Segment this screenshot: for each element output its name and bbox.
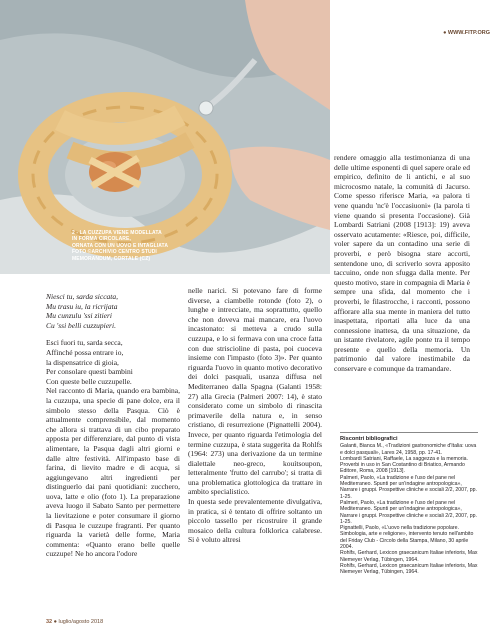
caption-line: IN FORMA CIRCOLARE, <box>72 236 131 243</box>
site-url-link[interactable]: ● WWW.FITP.ORG <box>443 30 490 36</box>
body-paragraph: rendere omaggio alla testimonianza di una delle ultime esponenti di quel sapere orale ed empirico, definito de li antichi, e al suo microcosmo natale, la comunità di Jacurso. Come spesso riferisce Maria, «a palora ti vene quandu 'nc'è l'occasiuoni» (la parola ti viene quando si presenta l'occasione). Già Lombardi Satriani (2008 [1913]: 19) aveva osservato acutamente: «Riesce, poi, difficile, voler sapere da un contadino una serie di proverbi, e però bisogna stare accorti, sentendone uno, di scriverlo sovra apposito taccuino, onde non sfugga dalla mente. Per questo motivo, stare in compagnia di Maria è sempre una sfida, dal momento che i proverbi, le filastrocche, i racconti, possono affiorare alla sua mente in maniera del tutto inaspettata, riportati alla luce da una connessione inattesa, da una situazione, da un istante rivelatore, agile ponte tra il tempo presente e quello della memoria. Un patrimonio dal valore inestimabile da conservare e comunque da tramandare. <box>334 153 470 374</box>
body-paragraph: Nel racconto di Maria, quando era bambina, la cuzzupa, una specie di pane dolce, era il simbolo stesso della Pasqua. Ciò è attualmente comprensibile, dal momento che allora si trattava di un cibo preparato apposta per differenziare, dal punto di vista alimentare, la Pasqua dagli altri giorni e dalle altre festività. All'impasto base di farina, di lievito madre e di acqua, si aggiungevano altri ingredienti per distinguerlo dai pani quotidiani: zucchero, uova, latte e olio (foto 1). La preparazione aveva luogo il Sabato Santo per permettere la lievitazione e poter consumare il giorno di Pasqua le cuzzupe fragranti. Per quanto riguarda la varietà delle forme, Maria commenta: «Quanto erano belle quelle cuzzupe! Ne ho ancora l'odore <box>46 386 180 559</box>
bibliography-title: Riscontri bibliografici <box>340 436 398 442</box>
translated-verse <box>46 338 180 386</box>
bibliography-entry: Palmeri, Paolo, «La tradizione e l'uso del pane nel Mediterraneo. Spunti per un'indagine antropologica», Narrare i gruppi. Prospettive cliniche e sociali 2/2, 2007, pp. 1-25. <box>340 499 477 525</box>
verse-line: Con queste belle cuzzupelle. <box>46 376 132 386</box>
left-column <box>46 292 180 559</box>
caption-line: FOTO ©ARCHIVIO CENTRO STUDI <box>72 249 157 256</box>
verse-line: la dispensatrice di gioia, <box>46 357 119 367</box>
bibliography-box <box>340 432 478 576</box>
dialect-verse <box>46 292 180 330</box>
bibliography-entry: Rohlfs, Gerhard, Lexicon graecanicum Italiae inferioris, Max Niemeyer Verlag, Tübingen, 1964. <box>340 550 478 563</box>
body-paragraph: nelle narici. Si potevano fare di forme diverse, a ciambelle rotonde (foto 2), o lunghe e intrecciate, ma soprattutto, quello che non doveva mai mancare, era l'uovo incastonato: si metteva a crudo sulla cuzzupa, e lo si fermava con una croce fatta con due striscioline di pasta, poi cuoceva insieme con l'impasto (foto 3)». Per quanto riguarda l'uovo in quanto motivo decorativo dei dolci pasquali, usanza diffusa nel Mediterraneo dalla Spagna (Galanti 1958: 27) alla Grecia (Palmeri 2007: 14), è stato considerato come un simbolo di rinascita primaverile della natura e, in senso cristiano, di resurrezione (Pignattelli 2004). Invece, per quanto riguarda l'etimologia del termine cuzzupa, è stata suggerita da Rohlfs (1964: 273) una derivazione da un termine dialettale neo-greco, kouítsoupon, letteralmente 'frutto del carrubo'; si tratta di una problematica glottologica da trattare in ambito specialistico. <box>188 286 322 497</box>
page-header <box>333 0 498 62</box>
verse-line: Mu trasu iu, la ricrijata <box>46 301 118 311</box>
bibliography-entry: Palmeri, Paolo, «La tradizione e l'uso del pane nel Mediterraneo. Spunti per un'indagine antropologica», Narrare i gruppi. Prospettive cliniche e sociali 2/2, 2007, pp. 1-25. <box>340 474 477 500</box>
right-column <box>334 153 470 374</box>
caption-line: ORNATA CON UN UOVO E INTAGLIATA <box>72 242 169 249</box>
middle-column <box>188 286 322 545</box>
body-paragraph: In questa sede prevalentemente divulgativa, in pratica, si è tentato di offrire soltanto un piccolo tassello per ricostruire il grande mosaico della cultura folklorica calabrese. Si è voluto altresi <box>188 497 322 545</box>
issue-date: ● luglio/agosto 2018 <box>53 619 104 625</box>
verse-line: Affinché possa entrare io, <box>46 347 124 357</box>
photo-caption <box>72 230 262 262</box>
bibliography-entry: Rohlfs, Gerhard, Lexicon graecanicum Italiae inferioris, Max Niemeyer Verlag, Tübingen, 1964. <box>340 562 478 576</box>
verse-line: Niesci tu, sarda siccata, <box>46 292 119 301</box>
verse-line: Mu cunzulu 'ssi zitieri <box>46 311 112 321</box>
verse-line: Esci fuori tu, sarda secca, <box>46 338 123 348</box>
bibliography-entry: Galanti, Bianca M., «Tradizioni gastronomiche d'Italia: uova e dolci pasquali», Lares 24, 1958, pp. 17-41. <box>340 443 477 456</box>
page-number: 32 <box>46 619 53 625</box>
bibliography-entry: Lombardi Satriani, Raffaele, La saggezza e la memoria. Proverbi in uso in San Costantino di Briatico, Armando Editore, Roma, 2008 [1913]. <box>340 455 468 475</box>
bibliography-entry: Pignattelli, Paolo, «L'uovo nella tradizione popolare. Simbologia, arte e religione», intervento tenuto nell'ambito del Friday Club - Circolo della Stampa, Milano, 30 aprile 2004. <box>340 525 474 551</box>
photo-cuzzupa <box>0 0 330 274</box>
caption-line: 2 - LA CUZZUPA VIENE MODELLATA <box>72 230 162 236</box>
page-footer <box>46 619 103 625</box>
verse-line: Per consolare questi bambini <box>46 367 133 377</box>
verse-line: Cu 'ssi belli cuzzupieri. <box>46 320 116 330</box>
caption-line: MEMORANDUM, CORTALE (CZ) <box>72 255 151 262</box>
